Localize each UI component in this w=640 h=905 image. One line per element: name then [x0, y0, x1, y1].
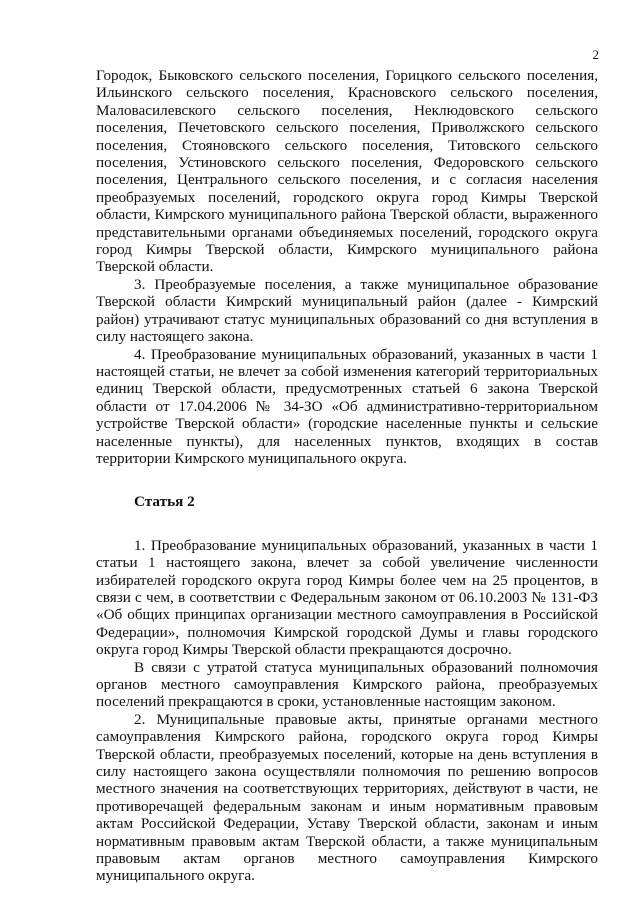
paragraph-article2-part-1: 1. Преобразование муниципальных образований, указанных в части 1 статьи 1 настоящего закона, влечет за собой увеличение численности избирателей городского округа город Кимры более чем на 25 процентов, в связи с чем, в соответствии с Федеральным законом от 06.10.2003 № 131-ФЗ «Об общих принципах организации местного самоуправления в Российской Федерации», полномочия Кимрской городской Думы и главы городского округа город Кимры Тверской области прекращаются досрочно.	[96, 536, 598, 659]
paragraph-article2-termination: В связи с утратой статуса муниципальных образований полномочия органов местного самоуправления Кимрского района, преобразуемых поселений прекращаются в сроки, установленные настоящим законом.	[96, 658, 598, 711]
spacer	[96, 467, 598, 493]
spacer	[96, 511, 598, 537]
paragraph-part-3: 3. Преобразуемые поселения, а также муниципальное образование Тверской области Кимрский муниципальный район (далее - Кимрский район) утрачивают статус муниципальных образований со дня вступления в силу настоящего закона.	[96, 275, 598, 346]
paragraph-article2-part-2: 2. Муниципальные правовые акты, принятые органами местного самоуправления Кимрского района, городского округа город Кимры Тверской области, преобразуемых поселений, которые на день вступления в силу настоящего закона осуществляли полномочия по решению вопросов местного значения на соответствующих территориях, действуют в части, не противоречащей федеральным законам и иным нормативным правовым актам Российской Федерации, Уставу Тверской области, законам и иным нормативным правовым актам Тверской области, а также муниципальным правовым актам органов местного самоуправления Кимрского муниципального округа.	[96, 710, 598, 885]
page-number: 2	[592, 47, 599, 62]
paragraph-continuation: Городок, Быковского сельского поселения, Горицкого сельского поселения, Ильинского сельского поселения, Красновского сельского поселения, Маловасилевского сельского поселения, Неклюдовского сельского поселения, Печетовского сельского поселения, Приволжского сельского поселения, Стояновского сельского поселения, Титовского сельского поселения, Устиновского сельского поселения, Федоровского сельского поселения, Центрального сельского поселения, и с согласия населения преобразуемых поселений, городского округа город Кимры Тверской области, Кимрского муниципального района Тверской области, выраженного представительными органами объединяемых поселений, городского округа город Кимры Тверской области, Кимрского муниципального района Тверской области.	[96, 67, 598, 276]
paragraph-part-4: 4. Преобразование муниципальных образований, указанных в части 1 настоящей статьи, не влечет за собой изменения категорий территориальных единиц Тверской области, предусмотренных статьей 6 закона Тверской области от 17.04.2006 № 34-ЗО «Об административно-территориальном устройстве Тверской области» (городские населенные пункты и сельские населенные пункты), для населенных пунктов, входящих в состав территории Кимрского муниципального округа.	[96, 345, 598, 467]
document-body	[96, 67, 598, 885]
article-heading: Статья 2	[134, 493, 195, 511]
